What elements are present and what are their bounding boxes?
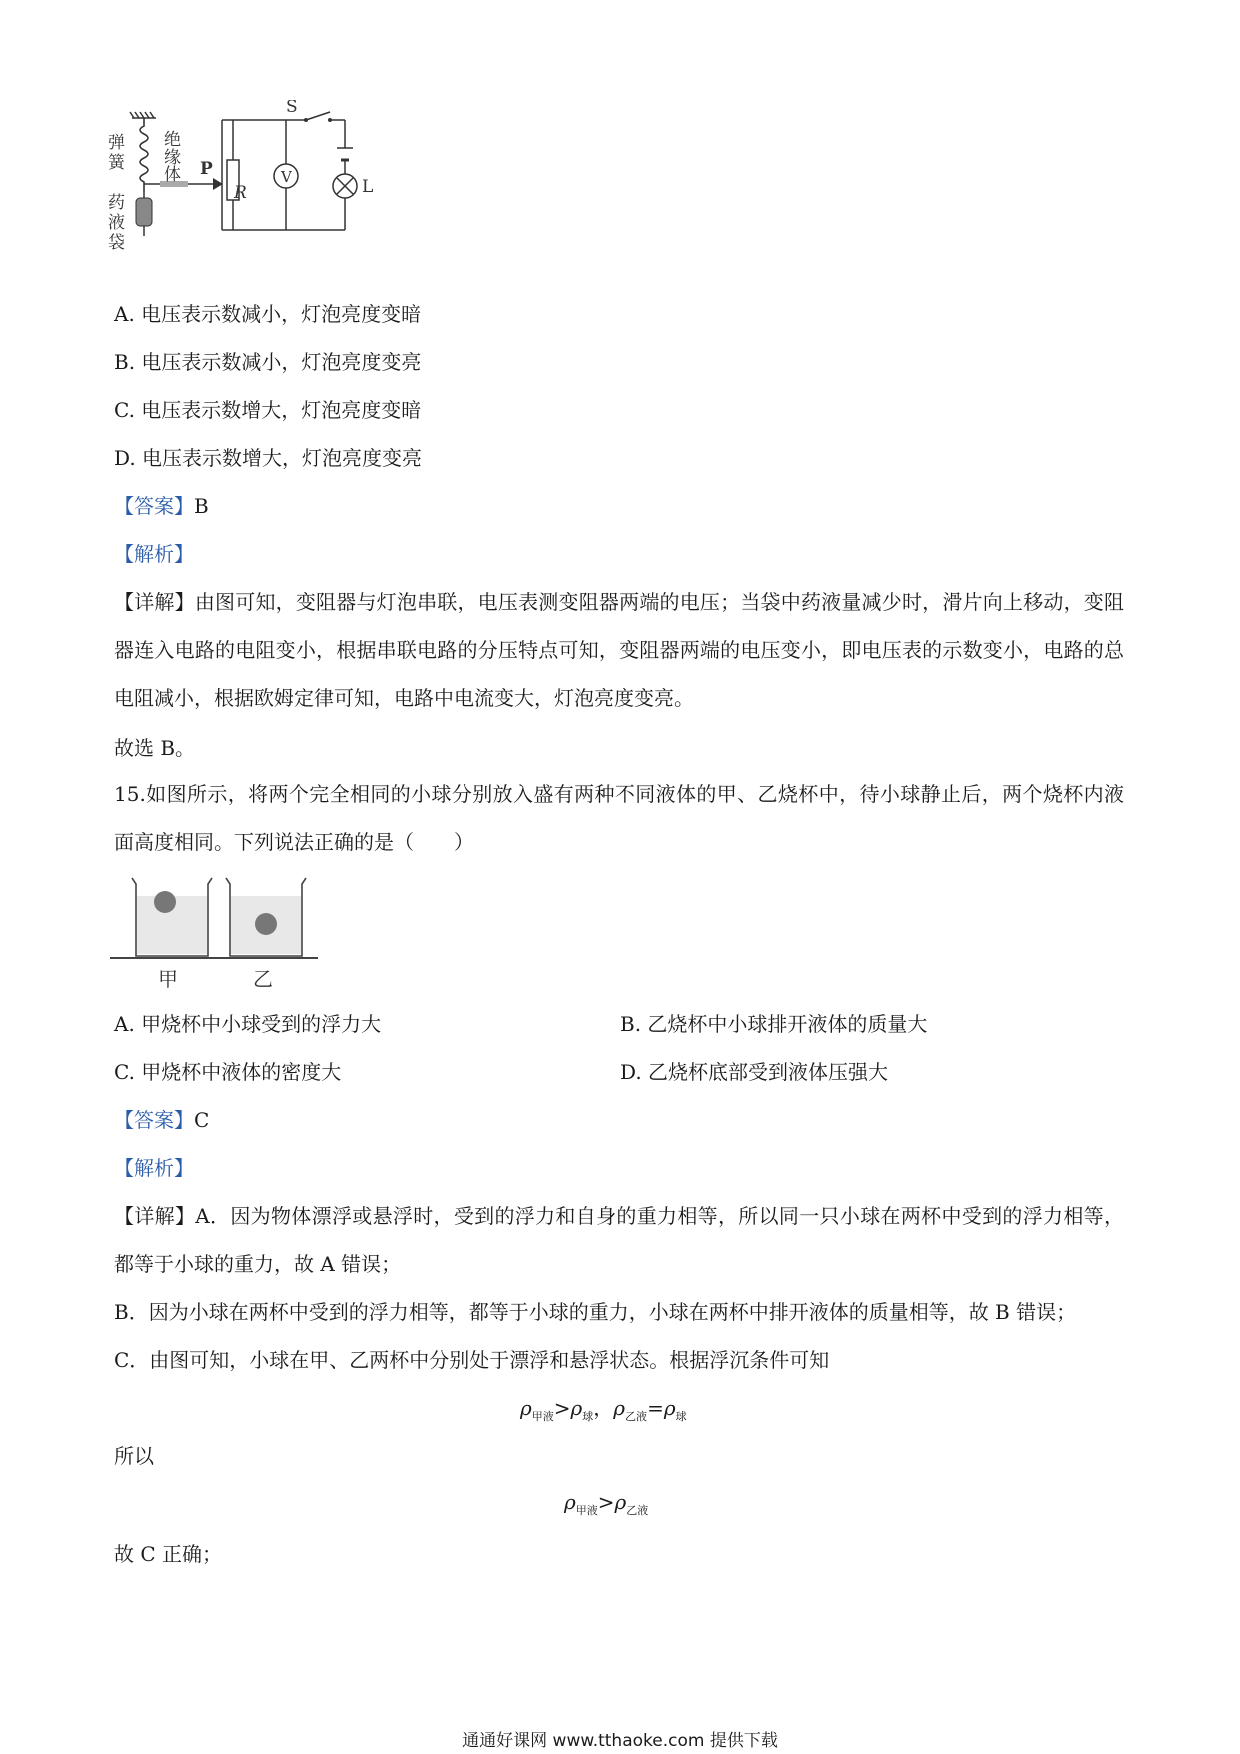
answer-tag: 【答案】 [114,494,194,518]
answer-tag: 【答案】 [114,1108,194,1132]
q15-option-a: A. 甲烧杯中小球受到的浮力大 [114,1012,382,1036]
formula-1 [520,1392,687,1424]
gt-symbol: > [597,1490,615,1514]
subscript: 乙液 [625,1410,648,1423]
rho-symbol: ρ [663,1396,676,1420]
insulator-label-2: 缘 [164,148,181,168]
eq-symbol: = [647,1396,664,1420]
beaker-label-jia: 甲 [158,967,178,991]
switch-label: S [286,100,298,117]
resistor-label: R [234,183,247,203]
q15-detail-a [114,1192,1124,1288]
answer-value: C [194,1108,210,1132]
subscript: 球 [675,1410,687,1423]
slider-label: P [200,159,213,179]
beaker-jia [132,878,212,956]
lamp-label: L [362,177,374,197]
voltmeter-label: V [281,168,292,186]
page-footer: 通通好课网 www.tthaoke.com 提供下载 [462,1731,778,1751]
rho-symbol: ρ [564,1490,576,1514]
beaker-yi [226,878,306,956]
detail-tag: 【详解】 [114,590,195,614]
subscript: 乙液 [626,1504,649,1517]
q14-option-b: B. 电压表示数减小，灯泡亮度变亮 [114,350,422,374]
rho-symbol: ρ [570,1396,583,1420]
gt-symbol: > [553,1396,571,1420]
q15-option-c: C. 甲烧杯中液体的密度大 [114,1060,342,1084]
spring-label-2: 簧 [108,153,125,173]
q14-option-d: D. 电压表示数增大，灯泡亮度变亮 [114,446,423,470]
circuit-diagram [108,100,398,280]
detail-text: A．因为物体漂浮或悬浮时，受到的浮力和自身的重力相等，所以同一只小球在两杯中受到的浮力相等，都等于小球的重力，故 A 错误； [114,1204,1125,1276]
separator: ， [593,1396,614,1420]
q14-option-a: A. 电压表示数减小，灯泡亮度变暗 [114,302,422,326]
q15-detail-c: C．由图可知，小球在甲、乙两杯中分别处于漂浮和悬浮状态。根据浮沉条件可知 [114,1348,830,1372]
insulator-label-1: 绝 [164,130,181,150]
rho-symbol: ρ [614,1490,627,1514]
rho-symbol: ρ [613,1396,626,1420]
q15-c-correct: 故 C 正确； [114,1542,223,1566]
spring-label-1: 弹 [108,133,125,153]
q14-analysis-tag: 【解析】 [114,542,194,566]
q14-answer [114,492,209,520]
spring-coil [140,118,148,192]
bag-label-1: 药 [108,193,125,213]
formula-2 [564,1490,648,1518]
q15-answer [114,1106,209,1134]
q15-so: 所以 [114,1444,154,1468]
q15-stem: 15.如图所示，将两个完全相同的小球分别放入盛有两种不同液体的甲、乙烧杯中，待小球静止后，两个烧杯内液面高度相同。下列说法正确的是（ ） [114,782,1124,854]
answer-value: B [194,494,209,518]
insulator-label-3: 体 [164,165,181,185]
beakers-figure [110,874,325,994]
subscript: 甲液 [575,1504,598,1517]
bag-label-3: 袋 [108,233,125,253]
q15-detail-b: B．因为小球在两杯中受到的浮力相等，都等于小球的重力，小球在两杯中排开液体的质量相等，故 B 错误； [114,1300,1077,1324]
lamp [333,174,357,198]
detail-text: 由图可知，变阻器与灯泡串联，电压表测变阻器两端的电压；当袋中药液量减少时，滑片向上移动，变阻器连入电路的电阻变小，根据串联电路的分压特点可知，变阻器两端的电压变小，即电压表的示数变小，电路的总电阻减小，根据欧姆定律可知，电路中电流变大，灯泡亮度变亮。 [114,590,1125,710]
beaker-label-yi: 乙 [253,967,273,991]
q15-analysis-tag: 【解析】 [114,1156,194,1180]
q14-detail [114,578,1124,722]
subscript: 甲液 [531,1410,554,1423]
bag-label-2: 液 [108,213,125,233]
ceiling-mount [130,112,156,118]
q14-option-c: C. 电压表示数增大，灯泡亮度变暗 [114,398,422,422]
detail-tag: 【详解】 [114,1204,196,1228]
rho-symbol: ρ [520,1396,532,1420]
q15-option-d: D. 乙烧杯底部受到液体压强大 [620,1060,889,1084]
liquid-bag [136,198,152,226]
q15-option-b: B. 乙烧杯中小球排开液体的质量大 [620,1012,928,1036]
subscript: 球 [582,1410,594,1423]
q14-conclusion: 故选 B。 [114,736,196,760]
